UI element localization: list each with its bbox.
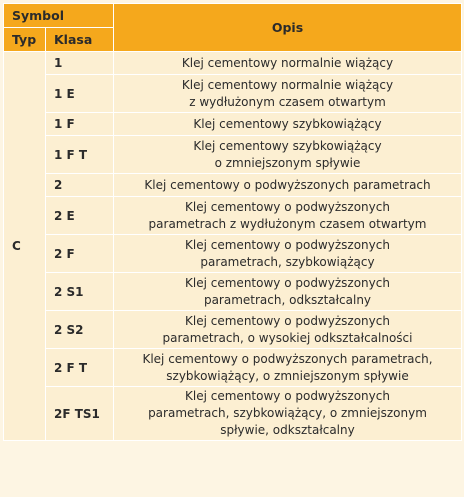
klasa-cell: 2 F (46, 235, 114, 273)
opis-line: parametrach, o wysokiej odkształcalności (162, 330, 413, 345)
opis-line: spływie, odkształcalny (220, 423, 355, 437)
opis-line: Klej cementowy normalnie wiążący (181, 77, 394, 92)
opis-cell (114, 349, 462, 387)
opis-line: z wydłużonym czasem otwartym (189, 94, 386, 109)
klasa-cell: 1 E (46, 75, 114, 113)
opis-line: Klej cementowy o podwyższonych parametrach, (142, 351, 433, 366)
opis-line: parametrach, szybkowiążący, o zmniejszonym (148, 406, 427, 420)
klasa-cell: 2 E (46, 197, 114, 235)
klasa-cell: 1 (46, 52, 114, 75)
opis-line: Klej cementowy normalnie wiążący (181, 55, 394, 70)
opis-cell (114, 174, 462, 197)
table-body (4, 52, 462, 441)
opis-cell (114, 113, 462, 136)
opis-line: Klej cementowy szybkowiążący (193, 138, 382, 153)
header-typ: Typ (4, 28, 46, 52)
klasa-cell: 2 S2 (46, 311, 114, 349)
typ-cell: C (4, 52, 46, 441)
opis-cell (114, 235, 462, 273)
opis-cell (114, 136, 462, 174)
table-row (4, 197, 462, 235)
opis-line: Klej cementowy o podwyższonych (185, 275, 390, 290)
header-opis: Opis (114, 4, 462, 52)
adhesive-class-table (3, 3, 462, 441)
opis-line: Klej cementowy o podwyższonych (185, 237, 390, 252)
table-row (4, 273, 462, 311)
klasa-cell: 1 F T (46, 136, 114, 174)
table-row (4, 311, 462, 349)
klasa-cell: 2F TS1 (46, 387, 114, 441)
table-row (4, 387, 462, 441)
table-row (4, 52, 462, 75)
opis-cell (114, 197, 462, 235)
opis-line: parametrach, szybkowiążący (200, 254, 375, 269)
table-row (4, 174, 462, 197)
opis-line: Klej cementowy o podwyższonych parametrach (144, 177, 431, 192)
table-row (4, 113, 462, 136)
header-symbol: Symbol (4, 4, 114, 28)
opis-cell (114, 75, 462, 113)
opis-line: parametrach z wydłużonym czasem otwartym (148, 216, 427, 231)
opis-cell (114, 52, 462, 75)
opis-line: Klej cementowy o podwyższonych (185, 199, 390, 214)
header-klasa: Klasa (46, 28, 114, 52)
klasa-cell: 1 F (46, 113, 114, 136)
opis-cell (114, 387, 462, 441)
opis-line: Klej cementowy o podwyższonych (185, 313, 390, 328)
klasa-cell: 2 (46, 174, 114, 197)
table-row (4, 349, 462, 387)
opis-cell (114, 311, 462, 349)
opis-cell (114, 273, 462, 311)
opis-line: Klej cementowy o podwyższonych (185, 389, 390, 403)
table-row (4, 136, 462, 174)
klasa-cell: 2 F T (46, 349, 114, 387)
opis-line: Klej cementowy szybkowiążący (193, 116, 382, 131)
klasa-cell: 2 S1 (46, 273, 114, 311)
opis-line: szybkowiążący, o zmniejszonym spływie (166, 368, 409, 383)
opis-line: o zmniejszonym spływie (214, 155, 361, 170)
table-row (4, 235, 462, 273)
opis-line: parametrach, odkształcalny (203, 292, 372, 307)
table-row (4, 75, 462, 113)
